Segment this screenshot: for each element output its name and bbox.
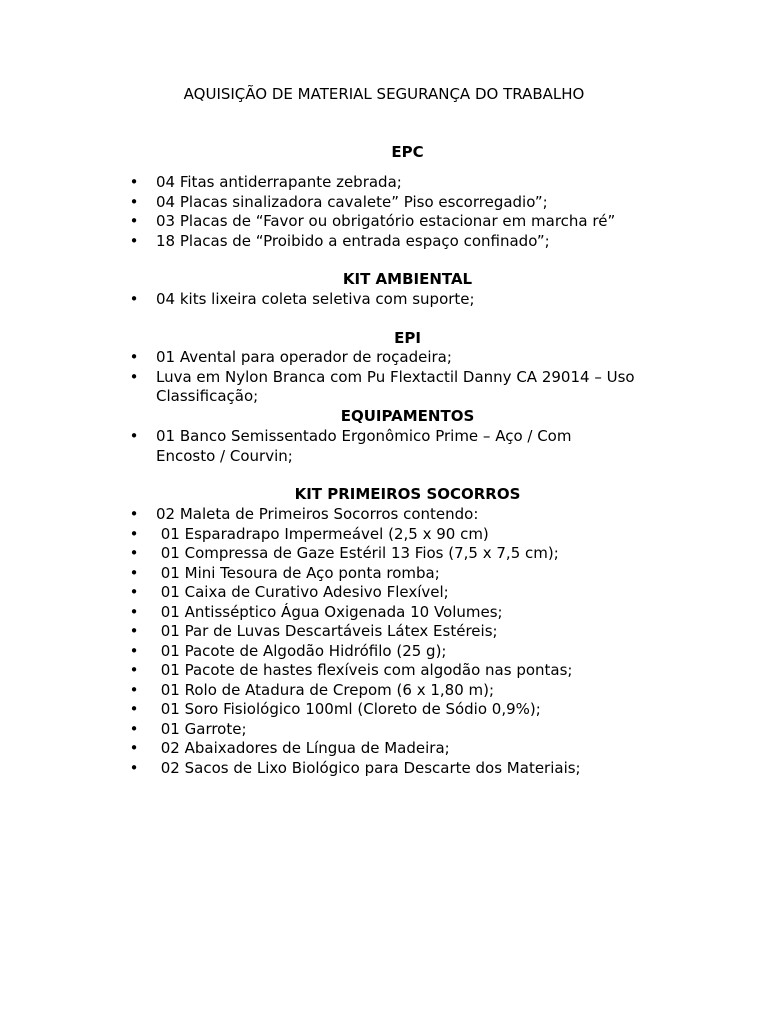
section-heading-kit-ambiental: KIT AMBIENTAL (342, 270, 473, 288)
list-item (0, 603, 661, 623)
epc-list (0, 173, 661, 251)
list-item-text: 02 Abaixadores de Língua de Madeira; (156, 739, 450, 757)
equipamentos-list (0, 427, 596, 466)
list-item (0, 700, 661, 720)
bullet-glyph: • (129, 192, 139, 211)
bullet-glyph: • (129, 367, 139, 386)
section-heading-epc: EPC (391, 143, 424, 161)
list-item-text: 01 Caixa de Curativo Adesivo Flexível; (156, 583, 449, 601)
list-item (0, 642, 661, 662)
list-item (0, 348, 661, 368)
list-item-text: 01 Par de Luvas Descartáveis Látex Estéreis; (156, 622, 498, 640)
list-item (0, 368, 661, 407)
bullet-glyph: • (129, 212, 139, 230)
list-item-text: 01 Pacote de hastes flexíveis com algodão nas pontas; (156, 661, 573, 679)
bullet-glyph: • (129, 700, 139, 718)
kit-primeiros-socorros-list (0, 505, 661, 778)
list-item (0, 290, 661, 310)
bullet-glyph: • (129, 680, 139, 699)
list-item-text: 03 Placas de “Favor ou obrigatório estacionar em marcha ré” (156, 212, 616, 230)
bullet-glyph: • (129, 661, 139, 679)
list-item (0, 622, 661, 642)
list-item (0, 661, 661, 681)
bullet-glyph: • (129, 758, 139, 777)
list-item (0, 193, 661, 213)
bullet-glyph: • (129, 290, 139, 308)
epi-list (0, 348, 661, 407)
list-item-text: 01 Compressa de Gaze Estéril 13 Fios (7,5 x 7,5 cm); (156, 544, 559, 562)
section-heading-kit-primeiros-socorros: KIT PRIMEIROS SOCORROS (294, 485, 521, 503)
bullet-glyph: • (129, 719, 139, 738)
list-item-text: 01 Rolo de Atadura de Crepom (6 x 1,80 m); (156, 680, 495, 699)
bullet-glyph: • (129, 231, 139, 250)
list-item (0, 505, 661, 525)
list-item (0, 681, 661, 701)
list-item-text: 01 Banco Semissentado Ergonômico Prime – Aço / Com Encosto / Courvin; (156, 427, 572, 465)
list-item-text: 02 Maleta de Primeiros Socorros contendo: (156, 505, 479, 523)
bullet-glyph: • (129, 427, 139, 445)
list-item (0, 232, 661, 252)
list-item-text: 04 Placas sinalizadora cavalete” Piso escorregadio”; (156, 192, 548, 211)
list-item-text: 04 Fitas antiderrapante zebrada; (156, 173, 402, 191)
bullet-glyph: • (129, 602, 139, 621)
bullet-glyph: • (129, 739, 139, 757)
list-item (0, 525, 661, 545)
bullet-glyph: • (129, 641, 139, 660)
list-item (0, 173, 661, 193)
bullet-glyph: • (129, 563, 139, 582)
bullet-glyph: • (129, 173, 139, 191)
list-item (0, 544, 661, 564)
list-item (0, 583, 661, 603)
list-item (0, 212, 661, 232)
list-item-text: 18 Placas de “Proibido a entrada espaço confinado”; (156, 231, 550, 250)
bullet-glyph: • (129, 544, 139, 562)
bullet-glyph: • (129, 348, 139, 366)
list-item (0, 427, 596, 466)
list-item (0, 739, 661, 759)
list-item-text: 04 kits lixeira coleta seletiva com suporte; (156, 290, 475, 308)
list-item-text: 01 Garrote; (156, 719, 247, 738)
list-item (0, 720, 661, 740)
bullet-glyph: • (129, 583, 139, 601)
bullet-glyph: • (129, 622, 139, 640)
list-item-text: 01 Soro Fisiológico 100ml (Cloreto de Sódio 0,9%); (156, 700, 541, 718)
list-item-text: 01 Antisséptico Água Oxigenada 10 Volumes; (156, 602, 503, 621)
list-item (0, 759, 661, 779)
list-item-text: Luva em Nylon Branca com Pu Flextactil Danny CA 29014 – Uso Classificação; (156, 367, 635, 405)
bullet-glyph: • (129, 505, 139, 523)
list-item-text: 01 Mini Tesoura de Aço ponta romba; (156, 563, 440, 582)
section-heading-epi: EPI (394, 329, 421, 347)
bullet-glyph: • (129, 524, 139, 543)
document-title: AQUISIÇÃO DE MATERIAL SEGURANÇA DO TRABALHO (183, 85, 585, 103)
list-item-text: 01 Avental para operador de roçadeira; (156, 348, 452, 366)
list-item-text: 02 Sacos de Lixo Biológico para Descarte dos Materiais; (156, 758, 581, 777)
section-heading-equipamentos: EQUIPAMENTOS (340, 407, 475, 425)
list-item (0, 564, 661, 584)
list-item-text: 01 Esparadrapo Impermeável (2,5 x 90 cm) (156, 524, 489, 543)
list-item-text: 01 Pacote de Algodão Hidrófilo (25 g); (156, 641, 447, 660)
kit-ambiental-list (0, 290, 661, 310)
